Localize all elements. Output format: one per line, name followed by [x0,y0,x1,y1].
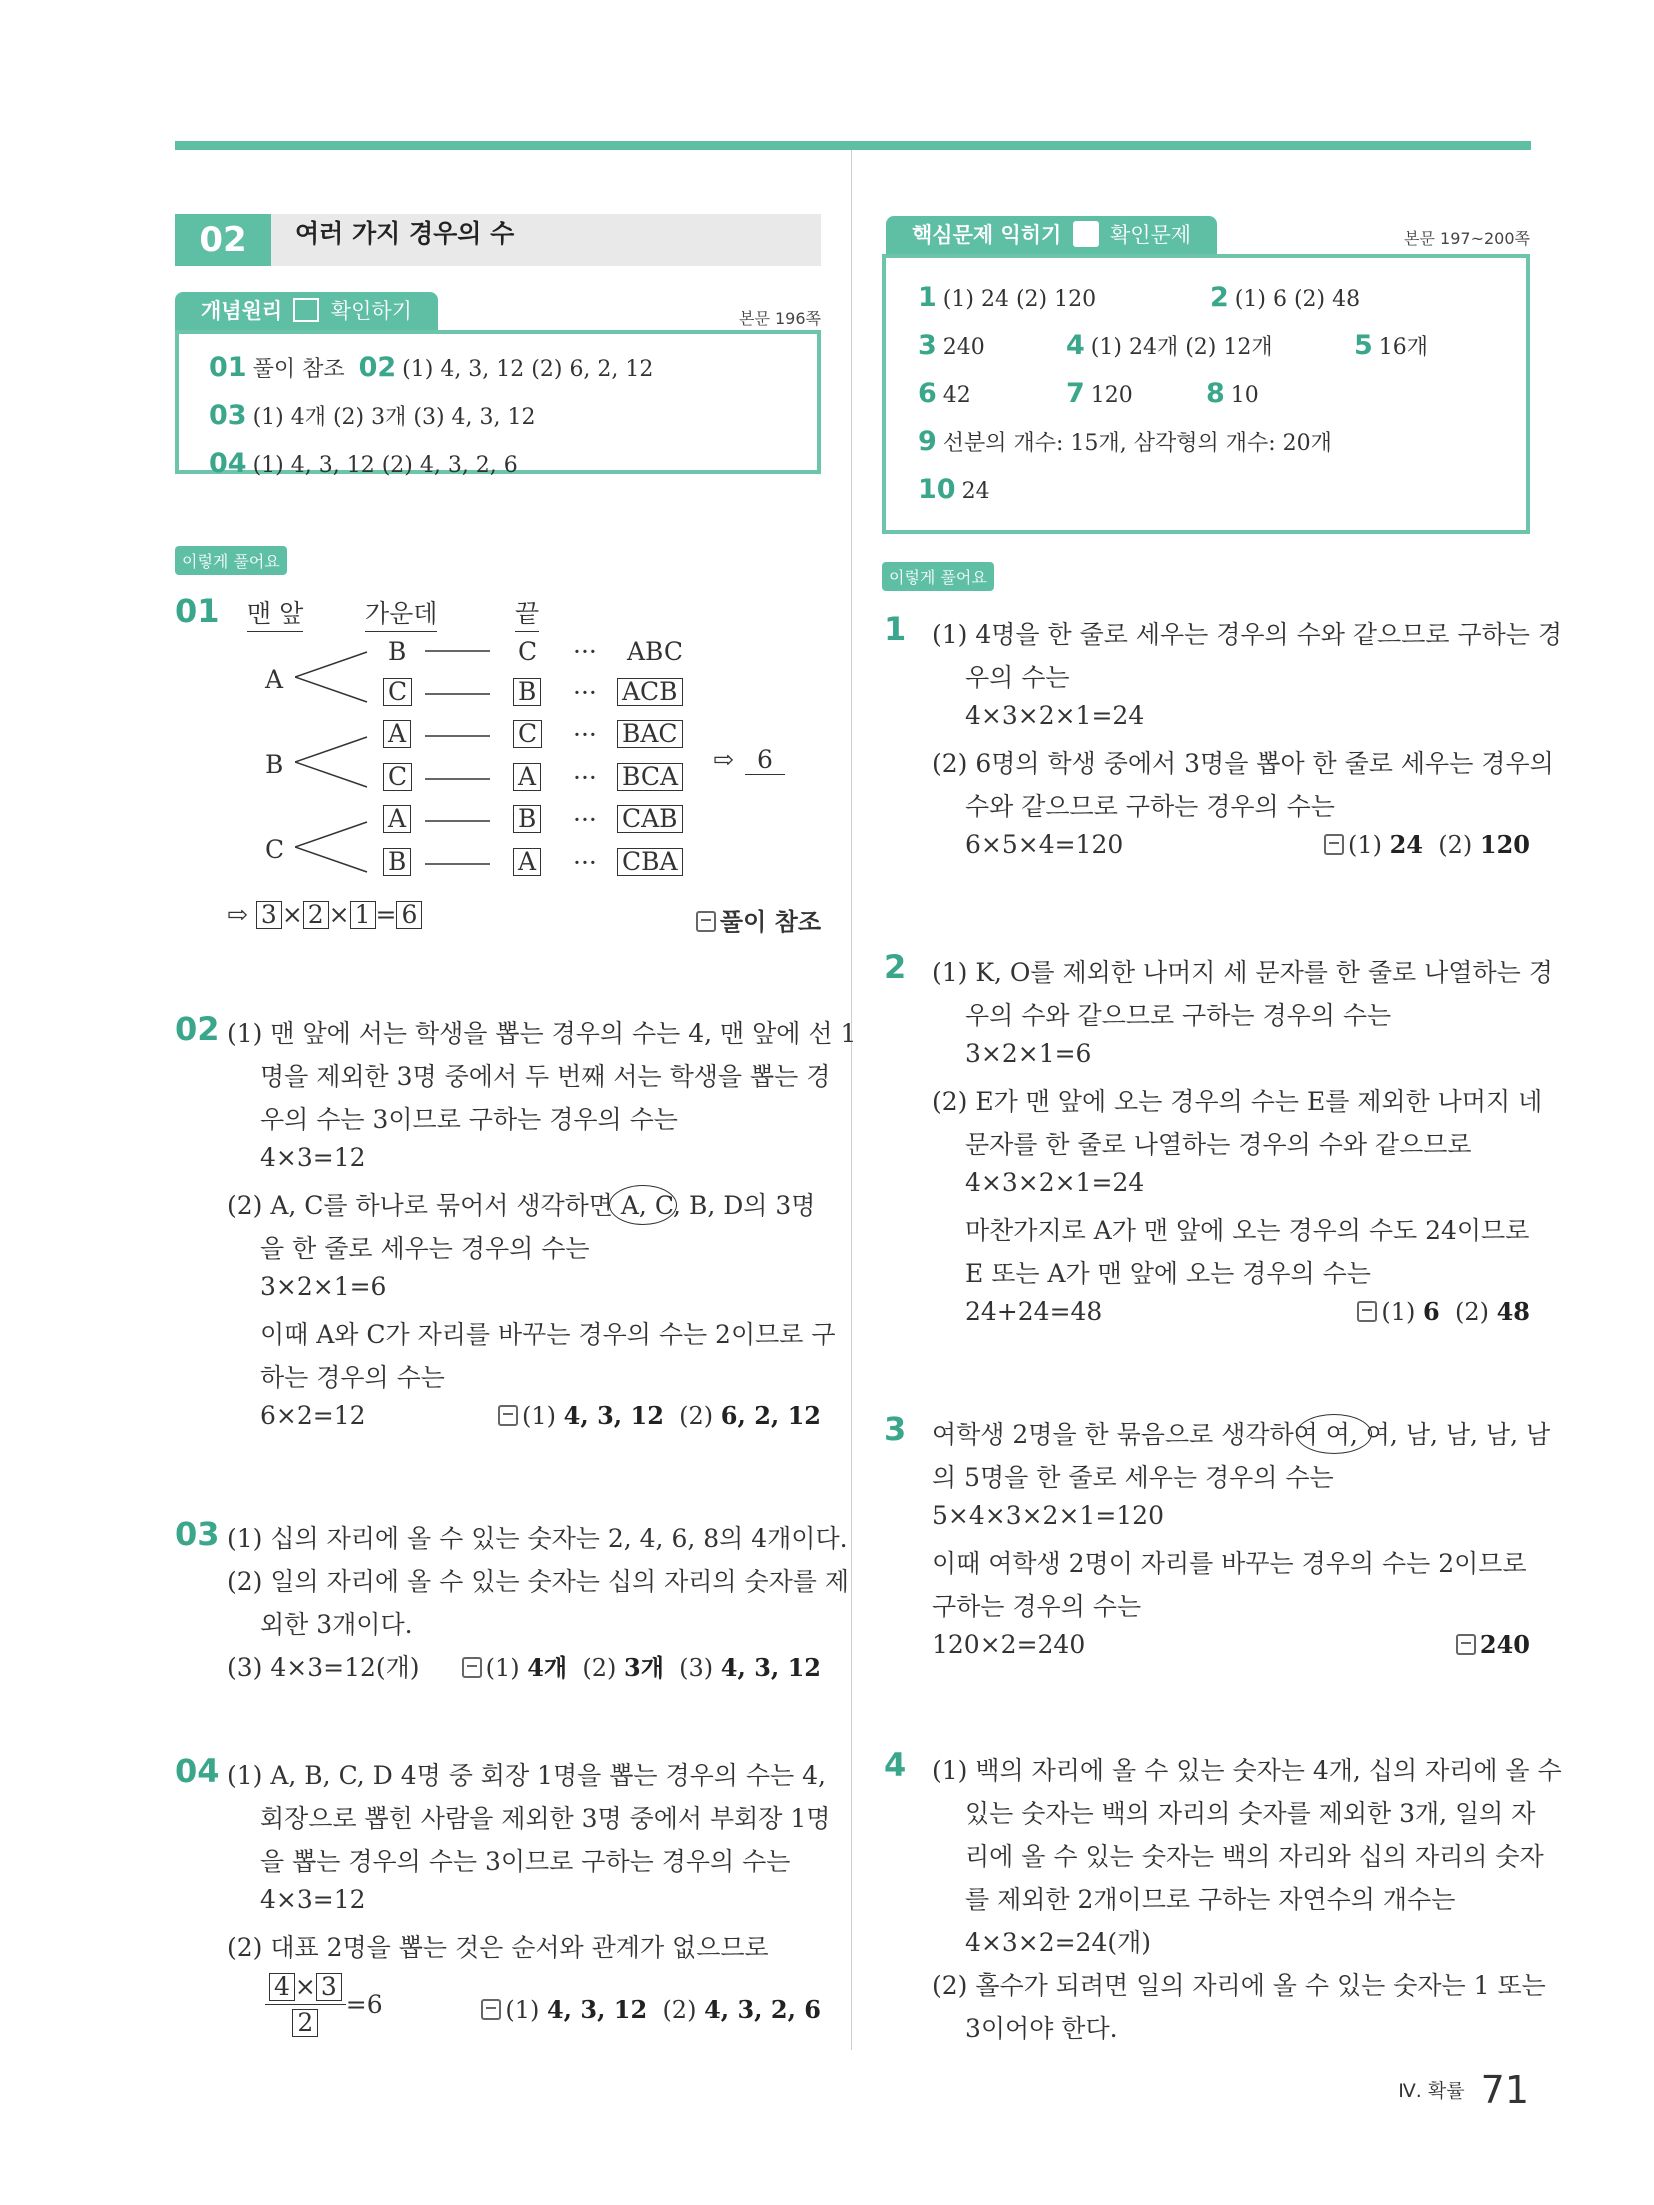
p3-line-4: 이때 여학생 2명이 자리를 바꾸는 경우의 수는 2이므로 [932,1549,1527,1578]
tree-header-middle: 가운데 [365,594,437,632]
footer-chapter: Ⅳ. 확률 [1398,2080,1465,2102]
tree-result-3: BAC [617,720,683,748]
tree-end-6: A [513,848,541,876]
answer-icon [498,1405,518,1426]
core-page-ref: 본문 197~200쪽 [1404,229,1530,248]
tree-header-last: 끝 [515,594,539,632]
answer-icon [696,911,716,932]
tree-mid-3: A [383,720,411,748]
p2-line-7: 마찬가지로 A가 맨 앞에 오는 경우의 수도 24이므로 [965,1216,1530,1245]
core-item-2: 2 (1) 6 (2) 48 [1210,282,1361,313]
tree-dots-3: ··· [573,720,597,749]
tree-end-4: A [513,763,541,791]
answer-01: 풀이 참조 [696,902,821,937]
core-answer-box [882,254,1530,534]
p04-line-4: 4×3=12 [260,1885,366,1914]
p3-line-3: 5×4×3×2×1=120 [932,1501,1164,1530]
tree-dots-1: ··· [573,637,597,666]
tree-first-a: A [265,665,284,694]
tree-mid-5: A [383,805,411,833]
core-item-1: 1 (1) 24 (2) 120 [918,282,1097,313]
tree-first-c: C [265,835,285,864]
problem-3-number: 3 [884,1410,907,1448]
section-number: 02 [175,214,271,266]
p04-fraction: $\frac{4 \times 3}{2}$ =6 [265,1972,383,2037]
core-item-3: 3 240 [918,330,985,361]
answer-02: (1) 4, 3, 12 (2) 6, 2, 12 [498,1401,821,1430]
core-item-7: 7 120 [1066,378,1133,409]
problem-1-number: 1 [884,610,907,648]
p1-line-1: (1) 4명을 한 줄로 세우는 경우의 수와 같으므로 구하는 경 [932,620,1562,649]
p4-line-4: 를 제외한 2개이므로 구하는 자연수의 개수는 [965,1885,1456,1914]
p2-line-8: E 또는 A가 맨 앞에 오는 경우의 수는 [965,1259,1371,1288]
p04-line-1: (1) A, B, C, D 4명 중 회장 1명을 뽑는 경우의 수는 4, [227,1761,826,1790]
p3-line-1: 여학생 2명을 한 묶음으로 생각하여 여, 여, 남, 남, 남, 남 [932,1420,1551,1449]
concept-tab-label: 개념원리 [201,299,283,323]
answer-icon [462,1657,482,1678]
p03-line-1: (1) 십의 자리에 올 수 있는 숫자는 2, 4, 6, 8의 4개이다. [227,1524,848,1553]
p3-circle-mark [1296,1414,1372,1454]
tree-end-2: B [513,678,541,706]
tree-dots-4: ··· [573,763,597,792]
answer-icon [1456,1634,1476,1655]
answer-03: (1) 4개 (2) 3개 (3) 4, 3, 12 [462,1648,821,1683]
core-tab-keyword: 확인문제 [1109,223,1192,247]
tree-header-first: 맨 앞 [247,594,303,632]
answer-2: (1) 6 (2) 48 [1357,1297,1530,1326]
problem-03-number: 03 [175,1515,220,1553]
tree-dots-5: ··· [573,805,597,834]
solution-badge: 이렇게 풀어요 [175,546,287,575]
p4-line-1: (1) 백의 자리에 올 수 있는 숫자는 4개, 십의 자리에 올 수 [932,1756,1562,1785]
p02-line-6: 을 한 줄로 세우는 경우의 수는 [260,1234,590,1263]
tree-first-b: B [265,750,284,779]
core-item-6: 6 42 [918,378,971,409]
core-tab-label: 핵심문제 익히기 [912,223,1062,247]
problem-02-number: 02 [175,1010,220,1048]
page-number: 71 [1480,2068,1529,2112]
concept-tab-keyword: 확인하기 [330,299,412,323]
p2-line-2: 우의 수와 같으므로 구하는 경우의 수는 [965,1001,1392,1030]
tree-result-2: ACB [617,678,683,706]
p2-line-1: (1) K, O를 제외한 나머지 세 문자를 한 줄로 나열하는 경 [932,958,1553,987]
top-accent-bar [175,141,1531,150]
p1-line-3: 4×3×2×1=24 [965,701,1145,730]
p02-line-3: 우의 수는 3이므로 구하는 경우의 수는 [260,1105,678,1134]
concept-line-3: 04 (1) 4, 3, 12 (2) 4, 3, 2, 6 [209,448,518,479]
tree-result-5: CAB [617,805,683,833]
page-footer [1398,2068,1529,2112]
p02-line-1: (1) 맨 앞에 서는 학생을 뽑는 경우의 수는 4, 맨 앞에 선 1 [227,1019,857,1048]
column-divider [851,150,852,2050]
p04-line-5: (2) 대표 2명을 뽑는 것은 순서와 관계가 없으므로 [227,1933,769,1962]
tree-total: 6 [745,745,785,775]
p02-line-5: (2) A, C를 하나로 묶어서 생각하면 A, C, B, D의 3명 [227,1191,816,1220]
p02-line-9: 하는 경우의 수는 [260,1363,445,1392]
p1-line-4: (2) 6명의 학생 중에서 3명을 뽑아 한 줄로 세우는 경우의 [932,749,1554,778]
solution-badge: 이렇게 풀어요 [882,562,994,591]
p4-line-2: 있는 숫자는 백의 자리의 숫자를 제외한 3개, 일의 자 [965,1799,1536,1828]
problem-01-number: 01 [175,592,220,630]
answer-04: (1) 4, 3, 12 (2) 4, 3, 2, 6 [481,1995,821,2024]
p04-line-2: 회장으로 뽑힌 사람을 제외한 3명 중에서 부회장 1명 [260,1804,831,1833]
p1-line-5: 수와 같으므로 구하는 경우의 수는 [965,792,1335,821]
p2-line-5: 문자를 한 줄로 나열하는 경우의 수와 같으므로 [965,1130,1472,1159]
p4-line-3: 리에 올 수 있는 숫자는 백의 자리와 십의 자리의 숫자 [965,1842,1544,1871]
tree-result-6: CBA [617,848,683,876]
tree-end-3: C [513,720,542,748]
tree-end-1: C [518,637,538,666]
tree-end-5: B [513,805,541,833]
core-item-8: 8 10 [1206,378,1259,409]
p02-line-7: 3×2×1=6 [260,1272,387,1301]
check-icon [293,298,319,322]
concept-tab [175,292,438,330]
answer-1: (1) 24 (2) 120 [1324,830,1530,859]
tree-dots-2: ··· [573,678,597,707]
tree-mid-6: B [383,848,411,876]
p03-line-3: 외한 3개이다. [260,1610,413,1639]
p2-line-9: 24+24=48 [965,1297,1103,1326]
answer-icon [1357,1301,1377,1322]
p3-line-6: 120×2=240 [932,1630,1086,1659]
p4-line-7: 3이어야 한다. [965,2014,1118,2043]
p2-line-3: 3×2×1=6 [965,1039,1092,1068]
p3-line-5: 구하는 경우의 수는 [932,1592,1142,1621]
p02-line-10: 6×2=12 [260,1401,366,1430]
p02-line-4: 4×3=12 [260,1143,366,1172]
core-item-5: 5 16개 [1354,330,1429,361]
p04-line-3: 을 뽑는 경우의 수는 3이므로 구하는 경우의 수는 [260,1847,791,1876]
p2-line-6: 4×3×2×1=24 [965,1168,1145,1197]
tree-arrow: ⇨ [713,745,734,774]
problem-04-number: 04 [175,1752,220,1790]
concept-page-ref: 본문 196쪽 [739,309,821,328]
tree-formula: ⇨ 3 × 2 × 1 = 6 [227,900,422,929]
p02-line-2: 명을 제외한 3명 중에서 두 번째 서는 학생을 뽑는 경 [260,1062,831,1091]
problem-4-number: 4 [884,1746,907,1784]
core-item-4: 4 (1) 24개 (2) 12개 [1066,330,1273,361]
answer-3: 240 [1456,1630,1530,1659]
p03-line-2: (2) 일의 자리에 올 수 있는 숫자는 십의 자리의 숫자를 제 [227,1567,850,1596]
p02-line-8: 이때 A와 C가 자리를 바꾸는 경우의 수는 2이므로 구 [260,1320,836,1349]
tree-mid-2: C [383,678,412,706]
answer-icon [1324,834,1344,855]
p4-line-6: (2) 홀수가 되려면 일의 자리에 올 수 있는 숫자는 1 또는 [932,1971,1546,2000]
p2-line-4: (2) E가 맨 앞에 오는 경우의 수는 E를 제외한 나머지 네 [932,1087,1543,1116]
section-title: 여러 가지 경우의 수 [295,219,515,248]
tree-result-1: ABC [627,637,684,666]
core-tab [886,216,1217,254]
problem-2-number: 2 [884,948,907,986]
p03-line-4: (3) 4×3=12(개) [227,1653,420,1682]
p3-line-2: 의 5명을 한 줄로 세우는 경우의 수는 [932,1463,1334,1492]
key-icon [1073,221,1099,247]
tree-dots-6: ··· [573,848,597,877]
p1-line-2: 우의 수는 [965,663,1070,692]
answer-icon [481,1999,501,2020]
p02-circle-mark [609,1185,677,1225]
core-item-9: 9 선분의 개수: 15개, 삼각형의 개수: 20개 [918,426,1332,457]
tree-result-4: BCA [617,763,683,791]
concept-line-2: 03 (1) 4개 (2) 3개 (3) 4, 3, 12 [209,400,536,431]
core-item-10: 10 24 [918,474,990,505]
tree-mid-1: B [388,637,407,666]
p1-line-6: 6×5×4=120 [965,830,1124,859]
concept-line-1: 01 풀이 참조 02 (1) 4, 3, 12 (2) 6, 2, 12 [209,352,654,383]
p4-line-5: 4×3×2=24(개) [965,1928,1152,1957]
section-header [175,214,821,266]
tree-mid-4: C [383,763,412,791]
concept-answer-box [175,330,821,479]
